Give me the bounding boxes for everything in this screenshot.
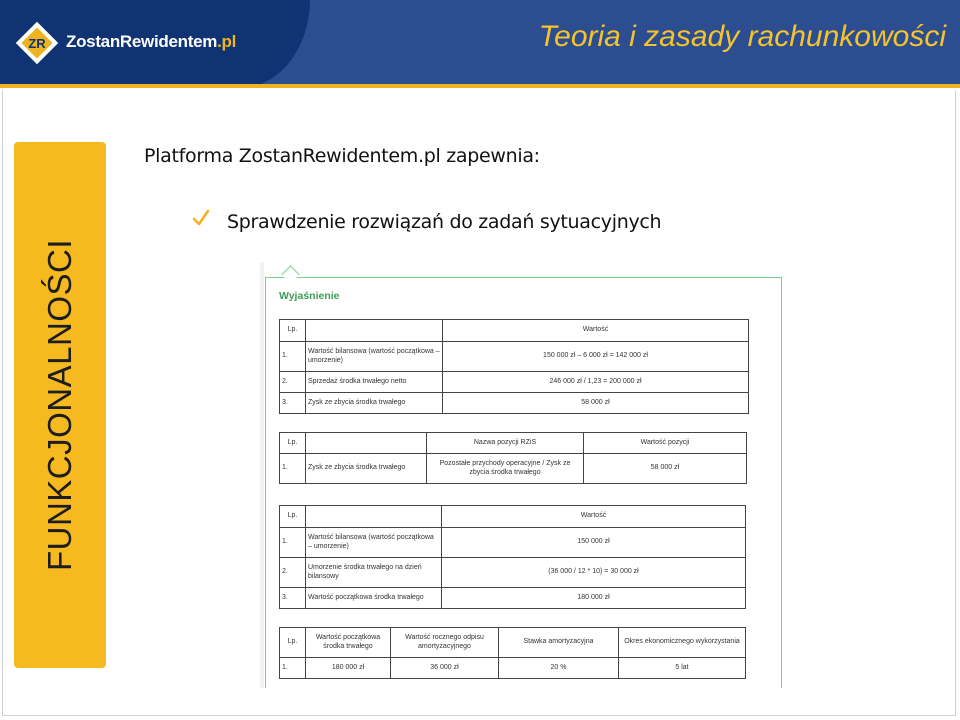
table-cell: Lp. bbox=[280, 506, 306, 528]
table-row bbox=[280, 454, 747, 484]
table-row bbox=[280, 528, 746, 558]
table-cell: Wartość bilansowa (wartość początkowa – umorzenie) bbox=[306, 528, 442, 558]
table-header-row bbox=[280, 320, 749, 342]
table-row bbox=[280, 372, 749, 393]
table-cell: Wartość bbox=[442, 506, 746, 528]
logo-name: ZostanRewidentem bbox=[66, 32, 218, 51]
sidebar-banner bbox=[14, 142, 106, 668]
panel-shadow bbox=[260, 262, 264, 688]
table-header-row bbox=[280, 433, 747, 454]
table-cell: 1. bbox=[280, 342, 306, 372]
table-cell: 5 lat bbox=[619, 658, 746, 679]
table-cell: Zysk ze zbycia środka trwałego bbox=[306, 454, 427, 484]
table-row bbox=[280, 558, 746, 588]
table-cell bbox=[306, 433, 427, 454]
table-row bbox=[280, 658, 746, 679]
table-cell: Wartość rocznego odpisu amortyzacyjnego bbox=[391, 628, 499, 658]
table-cell: Okres ekonomicznego wykorzystania bbox=[619, 628, 746, 658]
table-cell: 180 000 zł bbox=[442, 588, 746, 609]
table-cell: Nazwa pozycji RZiS bbox=[427, 433, 584, 454]
intro-text: Platforma ZostanRewidentem.pl zapewnia: bbox=[144, 145, 540, 167]
table-cell: Wartość początkowa środka trwałego bbox=[306, 588, 442, 609]
table-cell: 150 000 zł bbox=[442, 528, 746, 558]
page-title: Teoria i zasady rachunkowości bbox=[538, 20, 946, 53]
table-cell: 1. bbox=[280, 528, 306, 558]
explanation-panel bbox=[260, 262, 785, 688]
explanation-table-4 bbox=[279, 627, 746, 679]
svg-text:ZR: ZR bbox=[28, 36, 46, 51]
table-cell bbox=[306, 506, 442, 528]
table-cell: 20 % bbox=[499, 658, 619, 679]
table-cell: Umorzenie środka trwałego na dzień bilansowy bbox=[306, 558, 442, 588]
table-cell: 3. bbox=[280, 588, 306, 609]
table-cell: 246 000 zł / 1,23 = 200 000 zł bbox=[443, 372, 749, 393]
table-cell: Sprzedaż środka trwałego netto bbox=[306, 372, 443, 393]
table-cell: Wartość bilansowa (wartość początkowa – umorzenie) bbox=[306, 342, 443, 372]
sidebar-label: FUNKCJONALNOŚCI bbox=[41, 238, 78, 572]
table-cell: Lp. bbox=[280, 320, 306, 342]
table-cell: Zysk ze zbycia środka trwałego bbox=[306, 393, 443, 414]
table-cell: 2. bbox=[280, 558, 306, 588]
table-cell: Pozostałe przychody operacyjne / Zysk ze zbycia środka trwałego bbox=[427, 454, 584, 484]
table-header-row bbox=[280, 506, 746, 528]
explanation-table-1 bbox=[279, 319, 749, 414]
explanation-table-2 bbox=[279, 432, 747, 484]
table-cell: Lp. bbox=[280, 433, 306, 454]
checkmark-icon bbox=[192, 208, 210, 228]
table-cell: 150 000 zł – 6 000 zł = 142 000 zł bbox=[443, 342, 749, 372]
table-row bbox=[280, 393, 749, 414]
table-cell bbox=[306, 320, 443, 342]
table-cell: 36 000 zł bbox=[391, 658, 499, 679]
table-cell: Wartość początkowa środka trwałego bbox=[306, 628, 391, 658]
table-cell: 1. bbox=[280, 454, 306, 484]
table-cell: 58 000 zł bbox=[443, 393, 749, 414]
table-cell: 1. bbox=[280, 658, 306, 679]
bullet-text: Sprawdzenie rozwiązań do zadań sytuacyjnych bbox=[227, 211, 662, 233]
table-row bbox=[280, 588, 746, 609]
header-gold-line bbox=[0, 84, 960, 88]
table-cell: Wartość pozycji bbox=[584, 433, 747, 454]
explanation-table-3 bbox=[279, 505, 746, 609]
table-cell: 3. bbox=[280, 393, 306, 414]
panel-title: Wyjaśnienie bbox=[279, 290, 340, 302]
logo-text[interactable] bbox=[66, 32, 236, 52]
table-cell: Wartość bbox=[443, 320, 749, 342]
table-header-row bbox=[280, 628, 746, 658]
table-cell: 2. bbox=[280, 372, 306, 393]
table-cell: 180 000 zł bbox=[306, 658, 391, 679]
logo-suffix: .pl bbox=[217, 32, 236, 51]
header-bar bbox=[0, 0, 960, 88]
logo-icon bbox=[14, 20, 60, 66]
table-cell: (36 000 / 12 * 10) = 30 000 zł bbox=[442, 558, 746, 588]
table-row bbox=[280, 342, 749, 372]
table-cell: 58 000 zł bbox=[584, 454, 747, 484]
table-cell: Stawka amortyzacyjna bbox=[499, 628, 619, 658]
table-cell: Lp. bbox=[280, 628, 306, 658]
